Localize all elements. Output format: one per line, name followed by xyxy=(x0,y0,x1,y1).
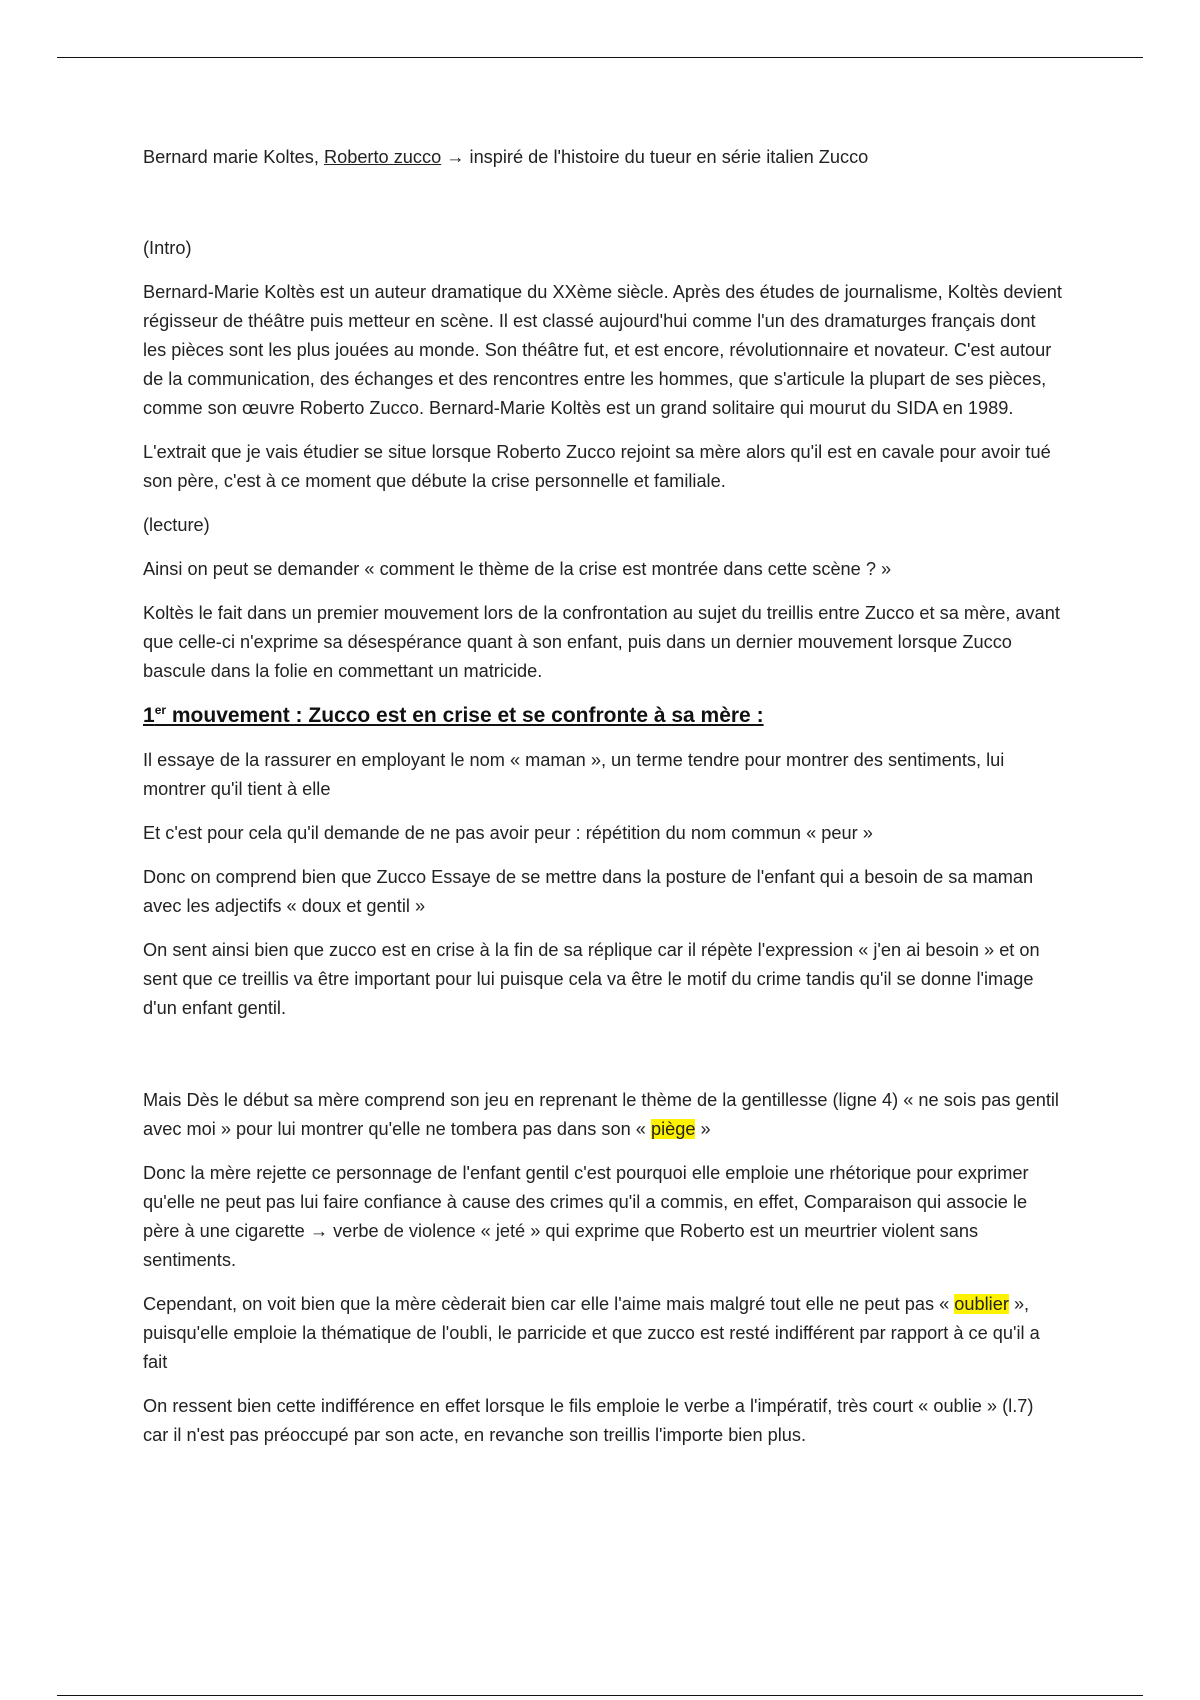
paragraph-spacer xyxy=(143,1038,1063,1086)
intro-marker: (Intro) xyxy=(143,238,192,258)
movement-1-paragraph-7 xyxy=(143,1290,1063,1377)
problematic-paragraph: Ainsi on peut se demander « comment le thème de la crise est montrée dans cette scène ? » xyxy=(143,559,892,579)
movement-1-paragraph-8: On ressent bien cette indifférence en effet lorsque le fils emploie le verbe a l'impératif, très court « oublie » (l.7) car il n'est pas préoccupé par son acte, en revanche son treillis l'importe bien plus. xyxy=(143,1396,1034,1445)
p5-text-after: » xyxy=(695,1119,711,1139)
reading-marker: (lecture) xyxy=(143,515,210,535)
document-body xyxy=(143,143,1063,1465)
header-rest: inspiré de l'histoire du tueur en série italien Zucco xyxy=(469,147,869,167)
movement-1-paragraph-1: Il essaye de la rassurer en employant le nom « maman », un terme tendre pour montrer des sentiments, lui montrer qu'il tient à elle xyxy=(143,750,1005,799)
header-author: Bernard marie Koltes, xyxy=(143,147,324,167)
movement-1-heading xyxy=(143,701,1063,731)
p5-text-before: Mais Dès le début sa mère comprend son jeu en reprenant le thème de la gentillesse (ligne 4) « ne sois pas gentil avec moi » pour lui montrer qu'elle ne tombera pas dans son « xyxy=(143,1090,1059,1139)
bottom-page-rule xyxy=(57,1695,1143,1696)
highlighted-word-piege: piège xyxy=(650,1119,696,1139)
movement-1-paragraph-3: Donc on comprend bien que Zucco Essaye de se mettre dans la posture de l'enfant qui a besoin de sa maman avec les adjectifs « doux et gentil » xyxy=(143,867,1034,916)
heading-number: 1 xyxy=(143,704,155,727)
header-work-title: Roberto zucco xyxy=(323,147,442,167)
movement-1-paragraph-6: Donc la mère rejette ce personnage de l'enfant gentil c'est pourquoi elle emploie une rhétorique pour exprimer qu'elle ne peut pas lui faire confiance à cause des crimes qu'il a commis, en effet, Comparaison qui associe le père à une cigarette → verbe de violence « jeté » qui exprime que Roberto est un meurtrier violent sans sentiments. xyxy=(143,1163,1029,1270)
intro-paragraph: Bernard-Marie Koltès est un auteur dramatique du XXème siècle. Après des études de journalisme, Koltès devient régisseur de théâtre puis metteur en scène. Il est classé aujourd'hui comme l'un des dramaturges français dont les pièces sont les plus jouées au monde. Son théâtre fut, et est encore, révolutionnaire et novateur. C'est autour de la communication, des échanges et des rencontres entre les hommes, que s'articule la plupart de ses pièces, comme son œuvre Roberto Zucco. Bernard-Marie Koltès est un grand solitaire qui mourut du SIDA en 1989. xyxy=(143,282,1062,418)
extract-paragraph: L'extrait que je vais étudier se situe lorsque Roberto Zucco rejoint sa mère alors qu'il est en cavale pour avoir tué son père, c'est à ce moment que débute la crise personnelle et familiale. xyxy=(143,442,1051,491)
movement-1-paragraph-2: Et c'est pour cela qu'il demande de ne pas avoir peur : répétition du nom commun « peur » xyxy=(143,823,873,843)
document-header-line xyxy=(143,143,1063,172)
heading-superscript: er xyxy=(154,703,167,717)
header-arrow: → xyxy=(441,147,470,167)
highlighted-word-oublier: oublier xyxy=(954,1294,1009,1314)
movement-1-paragraph-5 xyxy=(143,1086,1063,1144)
top-page-rule xyxy=(57,57,1143,58)
plan-paragraph: Koltès le fait dans un premier mouvement lors de la confrontation au sujet du treillis entre Zucco et sa mère, avant que celle-ci n'exprime sa désespérance quant à son enfant, puis dans un dernier mouvement lorsque Zucco bascule dans la folie en commettant un matricide. xyxy=(143,603,1060,681)
p7-text-before: Cependant, on voit bien que la mère cèderait bien car elle l'aime mais malgré tout elle ne peut pas « xyxy=(143,1294,955,1314)
movement-1-paragraph-4: On sent ainsi bien que zucco est en crise à la fin de sa réplique car il répète l'expression « j'en ai besoin » et on sent que ce treillis va être important pour lui puisque cela va être le motif du crime tandis qu'il se donne l'image d'un enfant gentil. xyxy=(143,940,1040,1018)
p7-text-after: », puisqu'elle emploie la thématique de l'oubli, le parricide et que zucco est resté indifférent par rapport à ce qu'il a fait xyxy=(143,1294,1040,1372)
heading-text: mouvement : Zucco est en crise et se confronte à sa mère : xyxy=(166,704,764,727)
